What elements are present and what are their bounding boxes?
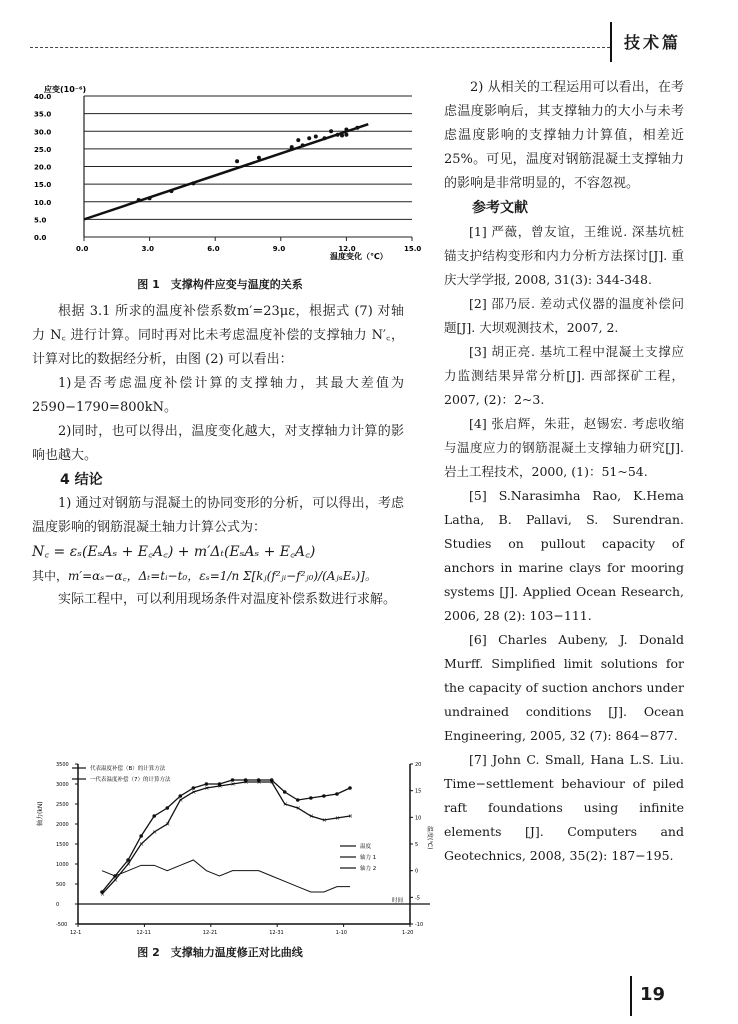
reference-item: [3] 胡正亮. 基坑工程中混凝土支撑应力监测结果异常分析[J]. 西部探矿工程，2007, (2)：2~3.	[444, 344, 684, 407]
fig2-x-tick-label: 1-10	[335, 930, 347, 936]
figure-1-caption: 图 1 支撑构件应变与温度的关系	[137, 278, 303, 291]
fig1-xlabel: 温度变化（℃）	[330, 252, 388, 261]
fig2-legend-right-1: 温度	[360, 844, 372, 850]
page-number-bar	[630, 976, 632, 1016]
fig2-series-marker: ×	[348, 813, 354, 820]
fig2-series-marker: ×	[165, 821, 171, 828]
reference-item: [7] John C. Small, Hana L.S. Liu. Time−settlement behaviour of piled raft foundations using infinite elements [J]. Computers and Geotechnics, 2008, 35(2): 187−195.	[444, 752, 684, 863]
fig1-y-tick-label: 15.0	[34, 181, 52, 190]
fig2-series-marker	[139, 834, 143, 838]
fig1-data-point	[344, 133, 348, 137]
fig2-series-marker: ×	[100, 891, 106, 898]
fig2-y-tick-label: 3000	[56, 782, 69, 788]
formula-where-prefix: 其中，	[32, 569, 69, 583]
fig2-y-tick-label: 500	[56, 882, 66, 888]
fig2-series-line	[102, 780, 350, 892]
fig2-x-tick-label: 12-31	[269, 930, 284, 936]
fig2-series-marker	[348, 786, 352, 790]
fig2-y-tick-label: 0	[56, 902, 60, 908]
fig1-ylabel: 应变(10⁻⁶)	[44, 85, 87, 94]
fig1-data-point	[235, 159, 239, 163]
fig2-x-tick-label: 12-21	[202, 930, 218, 936]
fig2-x-tick-label: 12-1	[70, 930, 82, 936]
fig2-right-tick-label: 0	[415, 868, 419, 875]
header-dashed-rule	[30, 47, 610, 48]
fig2-series-marker	[335, 792, 339, 796]
fig2-series-marker: ×	[113, 877, 119, 884]
fig1-fit-line	[84, 124, 368, 219]
header-vertical-bar	[610, 22, 612, 62]
fig2-right-tick-label: 20	[415, 762, 422, 768]
fig2-series-marker	[165, 806, 169, 810]
fig2-y-tick-label: -500	[56, 922, 68, 928]
fig2-right-axis-unit: 时间	[392, 898, 404, 904]
fig2-series-marker: ×	[178, 797, 184, 804]
fig1-x-tick-label: 0.0	[76, 245, 89, 253]
fig2-series-marker: ×	[126, 861, 132, 868]
fig2-right-tick-label: -5	[415, 895, 420, 902]
figure-1-chart	[30, 82, 426, 272]
fig2-y-tick-label: 1500	[56, 842, 69, 848]
formula-main: N꜀ = εₛ(EₛAₛ + E꜀A꜀) + m′Δₜ(EₛAₛ + E꜀A꜀)	[32, 544, 316, 560]
fig2-y-tick-label: 3500	[56, 762, 69, 768]
left-paragraph-5	[32, 564, 404, 588]
fig1-data-point	[329, 129, 333, 133]
reference-item: [5] S.Narasimha Rao, K.Hema Latha, B. Pallavi, S. Surendran. Studies on pullout capacity of anchors in marine clays for mooring systems [J]. Applied Ocean Research, 2006, 28 (2): 103−111.	[444, 488, 684, 623]
figure-2-caption: 图 2 支撑轴力温度修正对比曲线	[137, 946, 303, 959]
fig2-y-tick-label: 2500	[56, 802, 69, 808]
fig1-x-tick-label: 12.0	[338, 245, 356, 253]
fig1-data-point	[314, 135, 318, 139]
reference-item: [1] 严薇，曾友谊，王维说. 深基坑桩锚支护结构变形和内力分析方法探讨[J]. 重庆大学学报, 2008, 31(3): 344-348.	[444, 224, 684, 287]
fig2-right-tick-label: 10	[415, 815, 422, 822]
fig1-x-tick-label: 6.0	[207, 245, 220, 253]
fig2-series-marker: ×	[295, 805, 301, 812]
fig1-data-point	[307, 136, 311, 140]
fig2-series-line	[102, 860, 350, 892]
fig2-series-marker: ×	[269, 779, 275, 786]
references-list	[444, 220, 684, 868]
fig1-data-point	[296, 138, 300, 142]
fig2-left-axis-label: 轴力(kN)	[37, 801, 44, 826]
fig1-y-tick-label: 0.0	[34, 234, 47, 242]
left-paragraph-2: 1)是否考虑温度补偿计算的支撑轴力，其最大差值为 2590−1790=800kN。	[32, 376, 404, 415]
fig2-x-tick-label: 12-11	[136, 930, 151, 936]
fig2-series-marker	[309, 796, 313, 800]
fig2-series-marker: ×	[243, 779, 249, 786]
fig1-x-tick-label: 3.0	[141, 245, 155, 253]
fig2-y-tick-label: 1000	[56, 862, 69, 868]
fig2-legend-top-2: 一代表温度补偿（7）的计算方法	[90, 777, 171, 783]
fig2-series-marker: ×	[256, 779, 262, 786]
fig2-x-tick-label: 1-20	[402, 930, 414, 936]
fig1-y-tick-label: 20.0	[34, 163, 52, 172]
reference-item: [6] Charles Aubeny, J. Donald Murff. Simplified limit solutions for the capacity of suction anchors under undrained conditions [J]. Ocean Engineering, 2005, 32 (7): 864−877.	[444, 632, 684, 743]
fig2-legend-right-2: 轴力 1	[360, 855, 377, 861]
fig2-legend-top-1: 代表温度补偿（B）的计算方法	[90, 766, 166, 772]
fig2-right-tick-label: 15	[415, 788, 422, 795]
fig1-y-tick-label: 25.0	[34, 145, 52, 154]
section-header-label: 技术篇	[624, 33, 682, 52]
left-paragraph-6: 实际工程中，可以利用现场条件对温度补偿系数进行求解。	[58, 592, 397, 607]
figure-2-chart	[30, 756, 440, 936]
fig1-y-tick-label: 5.0	[34, 216, 47, 225]
fig2-right-axis-label: 温度(℃)	[426, 826, 433, 850]
fig2-series-marker	[283, 790, 287, 794]
page-number: 19	[640, 984, 666, 1005]
fig2-series-marker: ×	[321, 817, 327, 824]
fig2-series-marker: ×	[308, 813, 314, 820]
fig2-series-marker: ×	[191, 789, 197, 796]
left-paragraph-3: 2)同时，也可以得出，温度变化越大，对支撑轴力计算的影响也越大。	[32, 424, 404, 463]
fig2-series-marker: ×	[334, 815, 340, 822]
fig2-series-marker: ×	[204, 785, 210, 792]
fig2-series-line	[102, 782, 350, 894]
fig2-series-marker	[152, 814, 156, 818]
fig2-series-marker	[296, 798, 300, 802]
fig2-series-marker: ×	[282, 801, 288, 808]
fig2-series-marker: ×	[139, 841, 145, 848]
left-paragraph-1: 根据 3.1 所求的温度补偿系数m′=23με，根据式 (7) 对轴力 N꜀ 进行计算。同时再对比未考虑温度补偿的支撑轴力 N′꜀，计算对比的数据经分析，由图 (2) 可以看出：	[32, 304, 404, 367]
right-paragraph-1: 2) 从相关的工程运用可以看出，在考虑温度影响后，其支撑轴力的大小与未考虑温度影响的支撑轴力计算值，相差近 25%。可见，温度对钢筋混凝土支撑轴力的影响是非常明显的，不容忽视。	[444, 80, 684, 191]
references-title: 参考文献	[472, 200, 528, 216]
fig2-series-marker: ×	[152, 829, 158, 836]
fig1-y-tick-label: 30.0	[34, 128, 52, 137]
fig2-series-marker	[322, 794, 326, 798]
formula-where-terms: m′=αₛ−α꜀，Δₜ=tᵢ−t₀，εₛ=1/n Σ[kⱼ(f²ⱼᵢ−f²ⱼ₀)/(AⱼₛEₛ)]。	[68, 569, 377, 583]
fig1-x-tick-label: 15.0	[404, 245, 422, 253]
fig1-y-tick-label: 10.0	[34, 198, 52, 207]
reference-item: [4] 张启辉，朱莊，赵锡宏. 考虑收缩与温度应力的钢筋混凝土支撑轴力研究[J]. 岩土工程技术，2000, (1)：51~54.	[444, 416, 684, 479]
fig2-right-tick-label: -10	[415, 922, 424, 928]
fig2-series-marker: ×	[230, 781, 236, 788]
left-paragraph-4: 1) 通过对钢筋与混凝土的协同变形的分析，可以得出，考虑温度影响的钢筋混凝土轴力计算公式为：	[32, 496, 404, 535]
fig2-y-tick-label: 2000	[56, 822, 69, 828]
fig2-legend-right-3: 轴力 2	[360, 866, 377, 872]
reference-item: [2] 邵乃辰. 差动式仪器的温度补偿问题[J]. 大坝观测技术，2007, 2.	[444, 296, 684, 335]
fig1-y-tick-label: 35.0	[34, 110, 52, 119]
fig2-right-tick-label: 5	[415, 842, 419, 848]
fig2-series-marker: ×	[217, 783, 223, 790]
section-title-conclusion: 4 结论	[60, 472, 103, 488]
fig1-x-tick-label: 9.0	[272, 245, 286, 253]
fig1-y-tick-label: 40.0	[34, 93, 52, 101]
